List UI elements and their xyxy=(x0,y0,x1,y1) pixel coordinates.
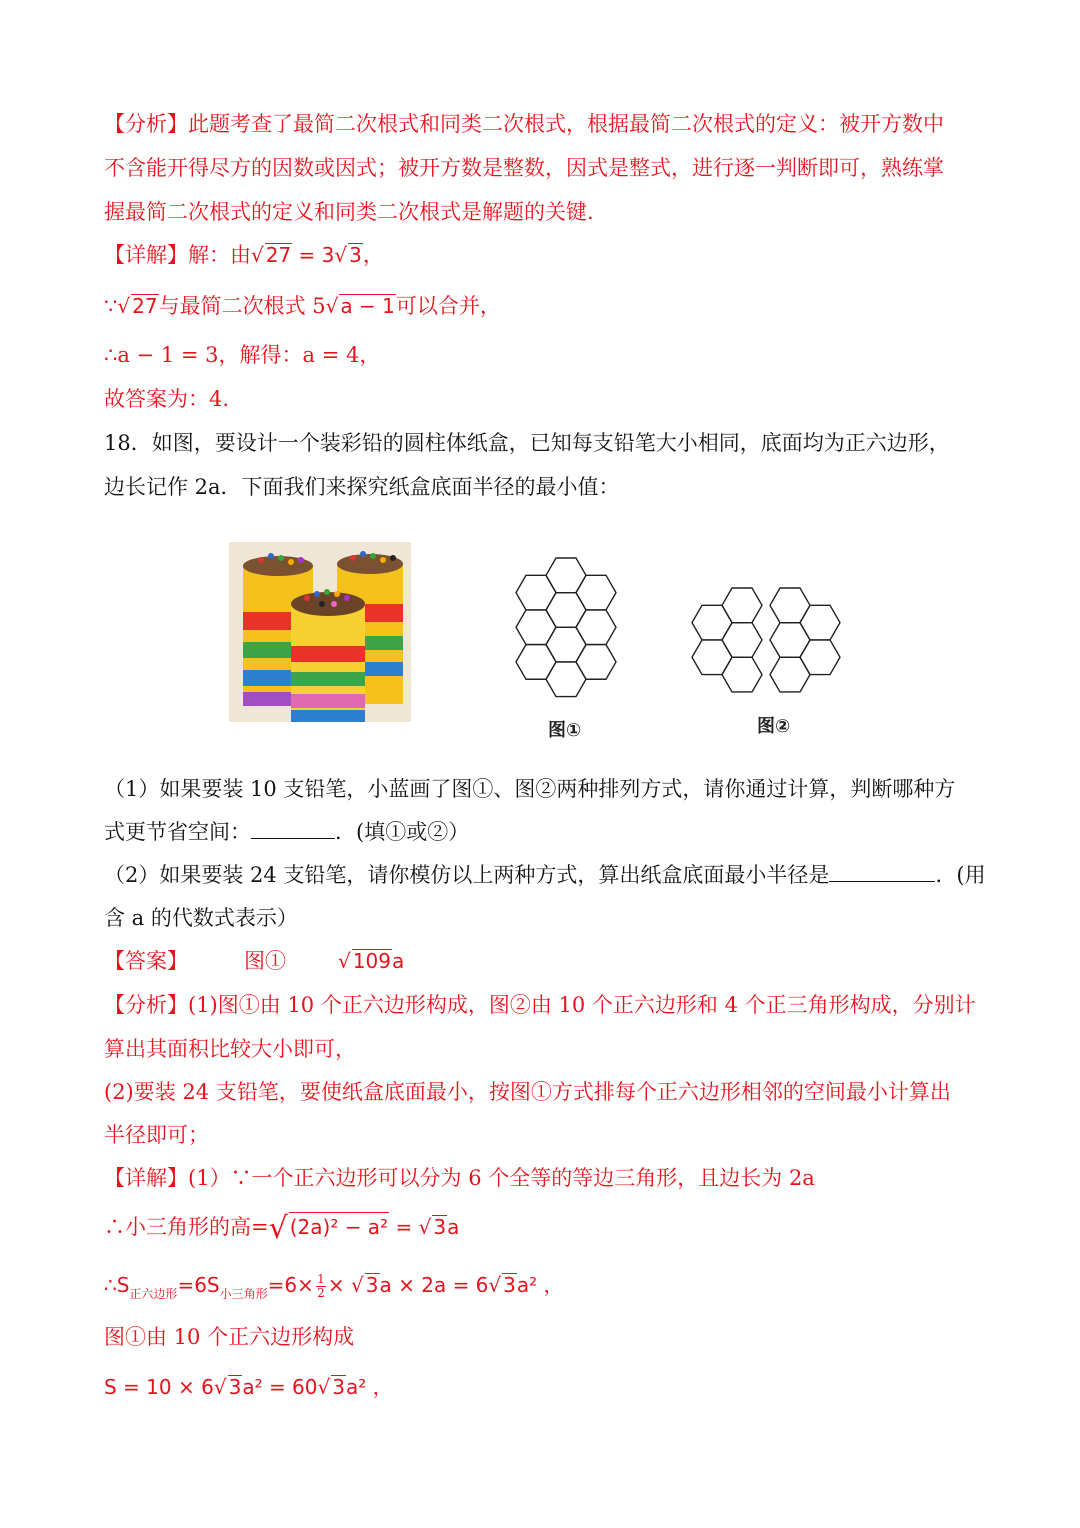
figure-2-hexagon xyxy=(722,623,762,658)
analysis-line-1: 【分析】此题考查了最简二次根式和同类二次根式，根据最简二次根式的定义：被开方数中 xyxy=(104,112,944,136)
detail2-line-1: 【详解】(1）∵一个正六边形可以分为 6 个全等的等边三角形，且边长为 2a xyxy=(104,1166,815,1190)
figure-2-hexagon xyxy=(800,605,840,640)
figure-2-hexagon xyxy=(770,657,810,692)
detail2-tag: 【详解】 xyxy=(104,1166,188,1190)
figure-1-caption: 图① xyxy=(548,720,582,741)
detail-line-4: 故答案为：4. xyxy=(104,387,230,411)
detail-line-2: ∵√ 27与最简二次根式 5√ a − 1可以合并， xyxy=(104,294,501,318)
analysis2-line-3: (2)要装 24 支铅笔，要使纸盒底面最小，按图①方式排每个正六边形相邻的空间最小计算出 xyxy=(104,1080,951,1104)
analysis-line-3: 握最简二次根式的定义和同类二次根式是解题的关键. xyxy=(104,200,594,224)
answer-blank-1[interactable] xyxy=(251,818,335,839)
figure-1-hexagon xyxy=(516,645,556,680)
figure-2-caption: 图② xyxy=(757,716,791,737)
detail-tag: 【详解】 xyxy=(104,243,188,267)
figure-1-hexagon xyxy=(516,575,556,610)
pencil-box-photo xyxy=(229,542,411,722)
figure-2-hexagon xyxy=(770,588,810,623)
answer-tag: 【答案】 xyxy=(104,949,188,973)
answer-line: 【答案】 图① √ 109a xyxy=(104,949,405,973)
question-line-1: 18．如图，要设计一个装彩铅的圆柱体纸盒，已知每支铅笔大小相同，底面均为正六边形， xyxy=(104,431,950,455)
figure-1-hexagon xyxy=(546,627,586,662)
figure-1-hexagon xyxy=(546,558,586,593)
sqrt-symbol: √ xyxy=(251,243,264,267)
figure-2-hexagon xyxy=(692,605,732,640)
detail2-line-5: S = 10 × 6√ 3a² = 60√ 3a² ， xyxy=(104,1375,393,1399)
figure-1-hexagon xyxy=(576,645,616,680)
detail2-line-4: 图①由 10 个正六边形构成 xyxy=(104,1325,355,1349)
analysis-line-2: 不含能开得尽方的因数或因式；被开方数是整数，因式是整式，进行逐一判断即可，熟练掌 xyxy=(104,156,944,180)
figure-2-hexagon xyxy=(800,640,840,675)
figure-1-hexagon xyxy=(516,610,556,645)
figure-1-hexagon xyxy=(546,593,586,628)
detail-line-1: 【详解】解：由√ 27 = 3√ 3， xyxy=(104,240,384,270)
detail2-line-2: ∴小三角形的高=√ (2a)² − a² = √ 3a xyxy=(104,1211,460,1246)
detail-line-3: ∴a − 1 = 3，解得：a = 4， xyxy=(104,343,381,367)
figure-1-hexagon xyxy=(576,575,616,610)
part1-line-1: （1）如果要装 10 支铅笔，小蓝画了图①、图②两种排列方式，请你通过计算，判断哪种方 xyxy=(104,777,956,801)
figure-1-hexagon xyxy=(546,662,586,697)
analysis2-line-2: 算出其面积比较大小即可， xyxy=(104,1037,356,1061)
detail2-line-3: $\therefore S_{正六边形}=6S_{小三角形}=6\times$ $\frac{1}{2}$ × √ 3a × 2a = 6√ 3a² ， xyxy=(104,1272,564,1301)
fraction-one-half: $\frac{1}{2}$ xyxy=(317,1272,325,1300)
part2-line-2: 含 a 的代数式表示） xyxy=(104,906,298,930)
analysis2-line-4: 半径即可； xyxy=(104,1123,209,1147)
figure-2-hexagon xyxy=(722,588,762,623)
part1-line-2: 式更节省空间： ．(填①或②） xyxy=(104,820,470,844)
figure-1-hexagons xyxy=(505,548,635,708)
figure-2-hexagon xyxy=(722,657,762,692)
analysis2-tag: 【分析】 xyxy=(104,993,188,1017)
question-line-2: 边长记作 2a．下面我们来探究纸盒底面半径的最小值： xyxy=(104,475,620,499)
analysis-tag: 【分析】 xyxy=(104,112,188,136)
answer-blank-2[interactable] xyxy=(829,861,935,882)
figure-2-hexagon xyxy=(770,623,810,658)
part2-line-1: （2）如果要装 24 支铅笔，请你模仿以上两种方式，算出纸盒底面最小半径是 ．(用 xyxy=(104,863,986,887)
front-cylinder xyxy=(291,592,365,722)
analysis2-line-1: 【分析】(1)图①由 10 个正六边形构成，图②由 10 个正六边形和 4 个正三角形构成，分别计 xyxy=(104,993,976,1017)
figure-2-hexagon xyxy=(692,640,732,675)
figure-2-hexagons xyxy=(690,576,860,704)
figure-1-hexagon xyxy=(576,610,616,645)
